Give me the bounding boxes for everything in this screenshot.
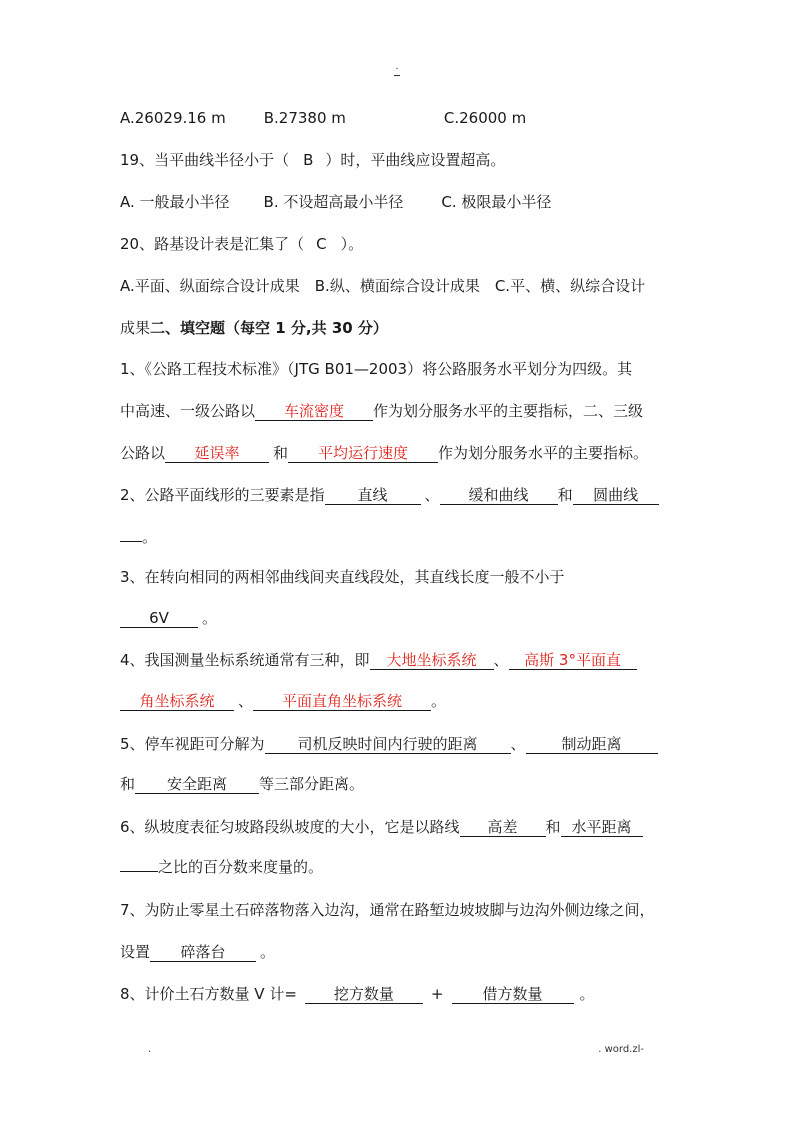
section-title: 二、填空题（每空 1 分,共 30 分） [150, 319, 388, 337]
answer-blank: 制动距离 [526, 735, 658, 754]
answer-blank: 车流密度 [255, 402, 373, 421]
answer-blank: 高差 [460, 818, 546, 837]
fill-8-line1: 8、计价土石方数量 V 计= 挖方数量 + 借方数量 。 [120, 985, 595, 1003]
answer-blank: 高斯 3°平面直 [509, 651, 637, 670]
fill-1-line2: 中高速、一级公路以 车流密度 作为划分服务水平的主要指标，二、三级 [120, 402, 644, 420]
answer-blank: 挖方数量 [305, 985, 423, 1004]
answer-blank: 平均运行速度 [288, 444, 438, 463]
fill-6-line2: 之比的百分数来度量的。 [120, 857, 323, 877]
fill-7-line2: 设置 碎落台 。 [120, 943, 276, 961]
answer-blank: 平面直角坐标系统 [253, 692, 431, 711]
answer-blank: 大地坐标系统 [370, 651, 494, 670]
fill-2-line1: 2、公路平面线形的三要素是指 直线 、 缓和曲线 和 圆曲线 [120, 485, 659, 505]
answer-blank: 直线 [325, 486, 421, 505]
answer-blank: 司机反映时间内行驶的距离 [265, 735, 511, 754]
question-19-options: A. 一般最小半径 B. 不设超高最小半径 C. 极限最小半径 [120, 193, 552, 211]
question-20: 20、路基设计表是汇集了（ C ）。 [120, 235, 364, 253]
answer-blank: 延误率 [165, 444, 269, 463]
answer-blank: 6V [120, 609, 198, 628]
fill-3-line1: 3、在转向相同的两相邻曲线间夹直线段处，其直线长度一般不小于 [120, 568, 565, 586]
fill-1-line1: 1、《公路工程技术标准》（JTG B01—2003）将公路服务水平划分为四级。其 [120, 360, 633, 378]
question-19: 19、当平曲线半径小于（ B ）时，平曲线应设置超高。 [120, 151, 506, 169]
fill-7-line1: 7、为防止零星土石碎落物落入边沟，通常在路堑边坡坡脚与边沟外侧边缘之间， [120, 901, 655, 919]
answer-blank-tail [120, 871, 158, 872]
page-header-mark: . [0, 62, 794, 76]
answer-blank: 水平距离 [561, 818, 643, 837]
footer-right-mark: . word.zl- [598, 1044, 644, 1055]
q18-options: A.26029.16 m B.27380 m C.26000 m [120, 109, 527, 127]
footer-left-mark: . [148, 1044, 152, 1055]
fill-4-line1: 4、我国测量坐标系统通常有三种，即 大地坐标系统 、 高斯 3°平面直 [120, 650, 637, 670]
fill-6-line1: 6、纵坡度表征匀坡路段纵坡度的大小，它是以路线 高差 和 水平距离 [120, 817, 643, 837]
question-20-options-line1: A.平面、纵面综合设计成果 B.纵、横面综合设计成果 C.平、横、纵综合设计 [120, 277, 646, 295]
answer-blank: 碎落台 [150, 943, 256, 962]
fill-4-line2: 角坐标系统 、 平面直角坐标系统 。 [120, 691, 446, 711]
fill-2-line2: 。 [120, 527, 157, 547]
fill-5-line2: 和 安全距离 等三部分距离。 [120, 775, 365, 793]
answer-blank: 角坐标系统 [120, 692, 234, 711]
answer-blank-tail [120, 541, 142, 542]
answer-blank: 借方数量 [452, 985, 574, 1004]
fill-1-line3: 公路以 延误率 和 平均运行速度 作为划分服务水平的主要指标。 [120, 444, 649, 462]
answer-blank: 圆曲线 [573, 486, 659, 505]
answer-blank: 缓和曲线 [440, 486, 558, 505]
answer-blank: 安全距离 [135, 775, 259, 794]
fill-5-line1: 5、停车视距可分解为 司机反映时间内行驶的距离 、 制动距离 [120, 734, 658, 754]
question-20-options-line2: 成果二、填空题（每空 1 分,共 30 分） [120, 319, 388, 337]
fill-3-line2: 6V 。 [120, 608, 217, 628]
